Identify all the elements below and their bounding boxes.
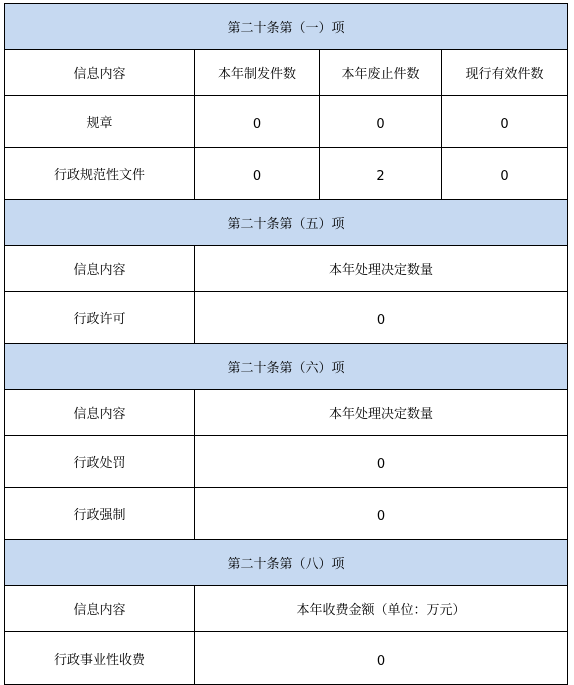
table-row [5,632,568,685]
info-content-header: 信息内容 [5,50,195,96]
row-label: 行政规范性文件 [5,148,195,200]
section-header-row [5,344,568,390]
cell-value: 0 [442,96,568,148]
cell-value: 0 [195,436,568,488]
table-row [5,292,568,344]
cell-value: 0 [195,488,568,540]
cell-value: 0 [195,292,568,344]
table-row [5,436,568,488]
section-header-row [5,4,568,50]
row-label: 行政许可 [5,292,195,344]
cell-value: 0 [320,96,442,148]
column-header: 本年收费金额（单位：万元） [195,586,568,632]
section-title: 第二十条第（八）项 [5,540,568,586]
cell-value: 2 [320,148,442,200]
column-header-row [5,390,568,436]
cell-value: 0 [442,148,568,200]
section-title: 第二十条第（一）项 [5,4,568,50]
column-header: 本年制发件数 [195,50,320,96]
info-content-header: 信息内容 [5,246,195,292]
column-header-row [5,586,568,632]
table-row [5,488,568,540]
column-header-row [5,246,568,292]
table-row [5,96,568,148]
section-header-row [5,540,568,586]
cell-value: 0 [195,96,320,148]
row-label: 行政强制 [5,488,195,540]
column-header-row [5,50,568,96]
table-row [5,148,568,200]
column-header: 本年处理决定数量 [195,390,568,436]
row-label: 规章 [5,96,195,148]
cell-value: 0 [195,148,320,200]
column-header: 本年废止件数 [320,50,442,96]
column-header: 本年处理决定数量 [195,246,568,292]
row-label: 行政处罚 [5,436,195,488]
section-header-row [5,200,568,246]
row-label: 行政事业性收费 [5,632,195,685]
section-title: 第二十条第（五）项 [5,200,568,246]
info-content-header: 信息内容 [5,390,195,436]
info-content-header: 信息内容 [5,586,195,632]
column-header: 现行有效件数 [442,50,568,96]
cell-value: 0 [195,632,568,685]
disclosure-table [4,3,568,685]
section-title: 第二十条第（六）项 [5,344,568,390]
